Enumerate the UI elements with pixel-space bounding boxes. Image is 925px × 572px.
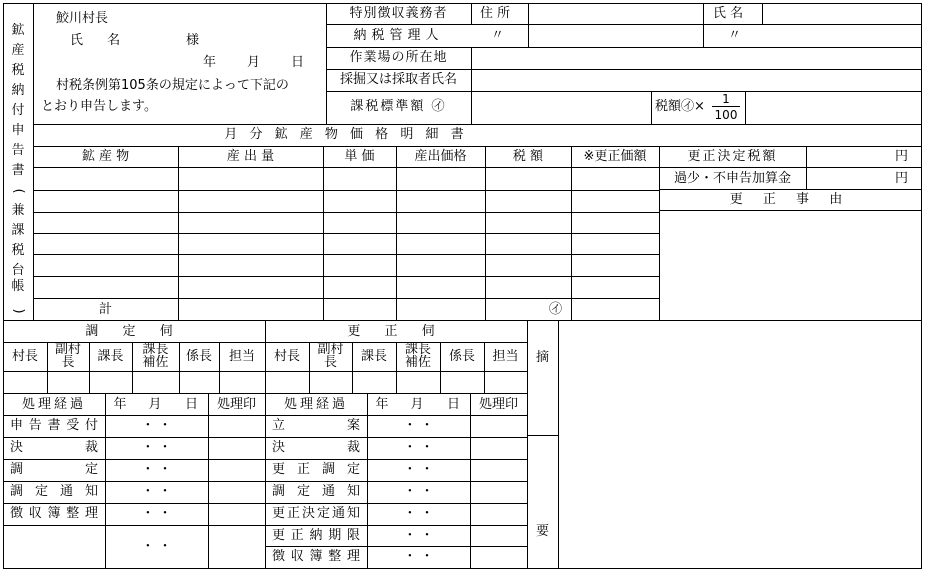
detail-column-header: 鉱 産 物 [81, 149, 130, 164]
vertical-title-char: 産 [11, 43, 25, 58]
vertical-title-char: 課 [11, 223, 25, 238]
v-line [528, 3, 529, 48]
stamp-header-right: 処理印 [478, 397, 518, 412]
v-line [470, 393, 471, 569]
address-label: 住 所 [480, 6, 511, 21]
process-day-right: 日 [446, 397, 460, 412]
process-item-right: 立 案 [272, 418, 360, 433]
vertical-title-char: 鉱 [11, 23, 25, 38]
fraction-denominator: 100 [714, 108, 738, 122]
stamp-header-left: 処理印 [216, 397, 256, 412]
date-dots: ・ ・ [403, 440, 434, 455]
h-line [33, 254, 660, 255]
date-dots: ・ ・ [403, 418, 434, 433]
declaration-line2: とおり申告します。 [41, 99, 157, 114]
detail-column-header: 産 出 量 [226, 149, 275, 164]
approval-role-right: 担当 [492, 349, 519, 364]
approval-role-right: 副村長 [317, 342, 344, 370]
v-line [806, 146, 807, 190]
h-line [3, 415, 528, 416]
v-line [762, 3, 763, 25]
h-line [33, 212, 660, 213]
approval-role-right: 係長 [448, 349, 475, 364]
approval-role-right: 村長 [273, 349, 300, 364]
vertical-title-char: 帳 [11, 279, 25, 294]
v-line [471, 47, 472, 125]
process-header-left: 処理経過 [21, 397, 86, 412]
declaration-line1: 村税条例第105条の規定によって下記の [56, 78, 289, 93]
h-line [33, 124, 922, 125]
h-line [326, 91, 922, 92]
h-line [33, 276, 660, 277]
detail-column-header: 産出価格 [414, 149, 467, 164]
remarks-label-top: 摘 [535, 350, 549, 365]
date-dots: ・ ・ [403, 506, 434, 521]
process-item-right: 更正決定通知 [272, 506, 360, 521]
vertical-title-char: 申 [11, 123, 25, 138]
worksite-label: 作業場の所在地 [349, 50, 448, 65]
h-line [265, 546, 528, 547]
vertical-title-char: 書 [11, 163, 25, 178]
total-mark: ㋑ [549, 302, 563, 317]
correction-reason-label: 更 正 事 由 [729, 192, 851, 207]
process-year-right: 年 [375, 397, 389, 412]
vertical-title-char: 兼 [11, 203, 25, 218]
process-item-left: 調 定 [10, 462, 98, 477]
h-line [3, 481, 528, 482]
vertical-title-char: ( [11, 188, 26, 194]
decided-tax-label: 更正決定税額 [687, 149, 778, 164]
process-month-left: 月 [148, 397, 162, 412]
process-item-right: 更正調定 [272, 462, 360, 477]
date-dots: ・ ・ [141, 462, 172, 477]
date-year: 年 [203, 55, 217, 70]
h-line [326, 69, 922, 70]
process-day-left: 日 [184, 397, 198, 412]
yen-unit: 円 [895, 149, 909, 164]
vertical-title-char: 税 [11, 243, 25, 258]
vertical-title-char: 付 [11, 103, 25, 118]
approval-role-left: 副村長 [55, 342, 82, 370]
date-dots: ・ ・ [141, 506, 172, 521]
h-line [3, 437, 528, 438]
date-dots: ・ ・ [141, 484, 172, 499]
h-line [326, 47, 922, 48]
date-dots: ・ ・ [403, 528, 434, 543]
h-line [33, 190, 660, 191]
tax-base-label: 課税標準額 ㋑ [350, 99, 447, 114]
process-year-left: 年 [113, 397, 127, 412]
v-line [745, 91, 746, 125]
h-line [3, 320, 922, 321]
detail-column-header: 単 価 [344, 149, 375, 164]
v-line [471, 3, 472, 25]
h-line [527, 435, 559, 436]
h-line [3, 3, 922, 4]
vertical-title-char: ) [11, 308, 26, 314]
detail-column-header: 税 額 [512, 149, 544, 164]
v-line [921, 3, 922, 569]
fraction-numerator: 1 [722, 92, 730, 106]
process-item-left: 決 裁 [10, 440, 98, 455]
v-line [208, 393, 209, 569]
date-month: 月 [247, 55, 261, 70]
total-label: 計 [98, 302, 112, 317]
h-line [659, 210, 922, 211]
h-line [659, 189, 922, 190]
vertical-title-char: 告 [11, 143, 25, 158]
h-line [3, 525, 528, 526]
name-label-right: 氏 名 [713, 6, 744, 21]
ditto-mark: 〃 [491, 28, 505, 43]
date-dots: ・ ・ [141, 418, 172, 433]
h-line [33, 233, 660, 234]
date-dots: ・ ・ [141, 440, 172, 455]
approval-role-left: 課長 [97, 349, 124, 364]
process-item-left: 調定通知 [10, 484, 98, 499]
investigation-header: 調 定 伺 [85, 324, 183, 339]
honorific: 様 [186, 33, 200, 48]
process-item-right: 決 裁 [272, 440, 360, 455]
date-dots: ・ ・ [403, 484, 434, 499]
correction-header: 更 正 伺 [347, 324, 445, 339]
h-line [326, 24, 922, 25]
h-line [3, 459, 528, 460]
ditto-mark: 〃 [728, 28, 742, 43]
tax-manager-label: 納税管理人 [353, 28, 444, 43]
penalty-label: 過少・不申告加算金 [673, 171, 791, 186]
detail-title: 月 分 鉱 産 物 価 格 明 細 書 [224, 127, 468, 142]
v-line [3, 3, 4, 569]
h-line [3, 371, 528, 372]
h-line [3, 503, 528, 504]
date-dots: ・ ・ [403, 549, 434, 564]
withholder-label: 特別徴収義務者 [349, 6, 448, 21]
date-dots: ・ ・ [403, 462, 434, 477]
h-line [33, 298, 660, 299]
v-line [558, 320, 559, 569]
approval-role-right: 課長補佐 [404, 342, 431, 370]
h-line [3, 568, 922, 569]
h-line [33, 146, 922, 147]
approval-role-right: 課長 [360, 349, 387, 364]
v-line [703, 3, 704, 48]
process-item-right: 徴収簿整理 [272, 549, 360, 564]
approval-role-left: 係長 [185, 349, 212, 364]
h-line [712, 106, 740, 107]
process-item-left: 徴収簿整理 [10, 506, 98, 521]
approval-role-left: 担当 [228, 349, 255, 364]
tax-amount-label: 税額㋑× [655, 99, 705, 114]
name-label: 氏 名 [70, 33, 131, 48]
process-month-right: 月 [410, 397, 424, 412]
vertical-title-char: 納 [11, 83, 25, 98]
vertical-title-char: 台 [11, 263, 25, 278]
approval-role-left: 村長 [11, 349, 38, 364]
remarks-label-bottom: 要 [535, 524, 549, 539]
yen-unit: 円 [895, 171, 909, 186]
process-item-right: 更正納期限 [272, 528, 360, 543]
date-day: 日 [291, 55, 305, 70]
miner-name-label: 採掘又は採取者氏名 [339, 72, 457, 87]
detail-column-header: ※更正価額 [583, 149, 647, 164]
vertical-title-char: 税 [11, 63, 25, 78]
process-header-right: 処理経過 [283, 397, 348, 412]
process-item-left: 申告書受付 [10, 418, 98, 433]
h-line [3, 393, 528, 394]
date-dots: ・ ・ [141, 539, 172, 554]
addressee: 鮫川村長 [56, 11, 109, 26]
h-line [33, 167, 922, 168]
process-item-right: 調定通知 [272, 484, 360, 499]
v-line [651, 91, 652, 125]
approval-role-left: 課長補佐 [142, 342, 169, 370]
